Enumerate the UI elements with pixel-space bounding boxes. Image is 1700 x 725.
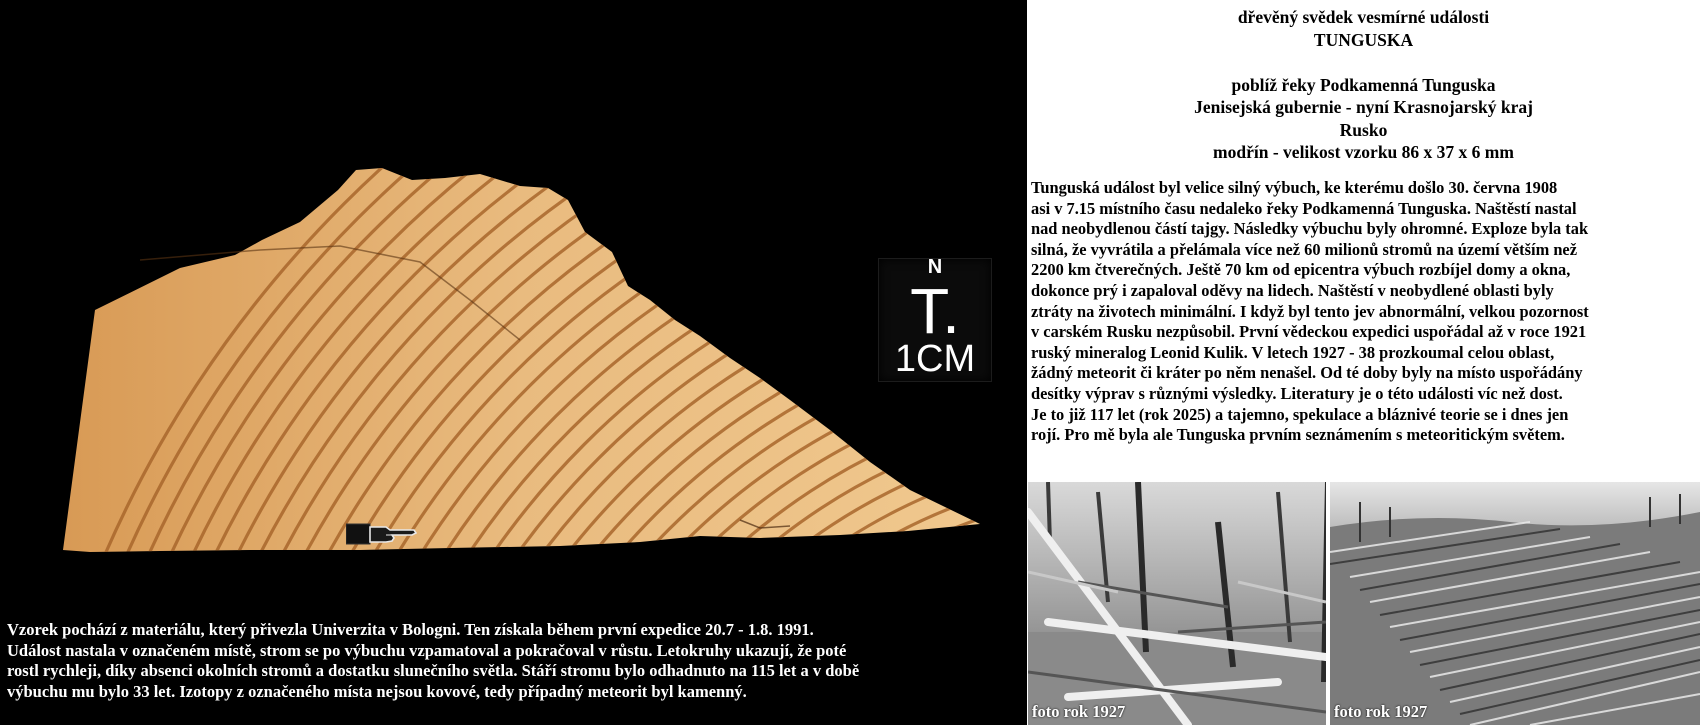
event-description-line: žádný meteorit či kráter po něm nenašel. Od té doby byly na místo uspořádány [1031,363,1583,383]
event-description-line: ztráty na životech minimální. I když byl tento jev abnormální, velkou pozornost [1031,301,1589,321]
scale-cube-letter: T. [910,275,960,347]
event-description-line: ruský mineralog Leonid Kulik. V letech 1927 - 38 prozkoumal celou oblast, [1031,342,1555,362]
specimen-description-line: Událost nastala v označeném místě, strom se po výbuchu vzpamatoval a pokračoval v růstu. Letokruhy ukazují, že poté [7,640,847,660]
event-description-line: v carském Rusku nezpůsobil. První vědeckou expedici uspořádal až v roce 1921 [1031,322,1587,342]
specimen-description [7,620,1022,702]
location-region: Jenisejská gubernie - nyní Krasnojarský kraj [1194,97,1533,117]
event-description-line: Tunguská událost byl velice silný výbuch, ke kterému došlo 30. června 1908 [1031,178,1558,197]
sample-size: modřín - velikost vzorku 86 x 37 x 6 mm [1213,142,1514,162]
event-description-line: silná, že vyvrátila a přelámala více než 60 milionů stromů na území větším než [1031,239,1577,259]
event-description-line: 2200 km čtverečných. Ještě 70 km od epicentra výbuch rozbíjel domy a okna, [1031,260,1571,280]
scale-cube [878,258,992,382]
event-description-line: asi v 7.15 místního času nedaleko řeky Podkamenná Tunguska. Naštěstí nastal [1031,198,1577,218]
event-description-line: nad neobydlenou částí tajgy. Následky výbuchu byly ohromné. Exploze byla tak [1031,219,1589,239]
event-description-line: desítky výprav s různými výsledky. Literatury je o této události víc než dost. [1031,383,1563,403]
photo-caption: foto rok 1927 [1032,702,1126,721]
event-description [1031,178,1697,446]
specimen-description-line: výbuchu mu bylo 33 let. Izotopy z označeného místa nejsou kovové, tedy případný meteorit byl kamenný. [7,681,747,701]
wood-sample-image [0,0,1027,600]
photo-fallen-trees-1 [1028,482,1326,725]
location-river: poblíž řeky Podkamenná Tunguska [1231,74,1496,95]
forest-photo-1 [1028,482,1326,725]
forest-photo-2 [1330,482,1700,725]
scale-cube-top-mark: N [927,256,943,278]
event-description-line: Je to již 117 let (rok 2025) a tajemno, spekulace a bláznivé teorie se i dnes jen [1031,404,1569,424]
photo-fallen-trees-2 [1330,482,1700,725]
subtitle: dřevěný svědek vesmírné události [1237,7,1490,27]
page-title: TUNGUSKA [1313,29,1414,50]
location-country: Rusko [1339,119,1388,140]
pointing-hand-icon [346,521,418,547]
scale-cube-label: 1CM [894,338,976,380]
specimen-description-line: rostl rychleji, díky absenci okolních stromů a dostatku slunečního světla. Stáří stromu bylo odhadnuto na 115 let a v době [7,661,860,680]
title-block [1027,6,1700,164]
event-description-line: dokonce prý i zapaloval oděvy na lidech. Naštěstí v neobydlené oblasti byly [1031,280,1554,300]
specimen-description-line: Vzorek pochází z materiálu, který přivezla Univerzita v Bologni. Ten získala během první expedice 20.7 - 1.8. 1991. [7,620,814,639]
photo-caption: foto rok 1927 [1334,702,1428,721]
event-description-line: rojí. Pro mě byla ale Tunguska prvním seznámením s meteoritickým světem. [1031,425,1565,445]
